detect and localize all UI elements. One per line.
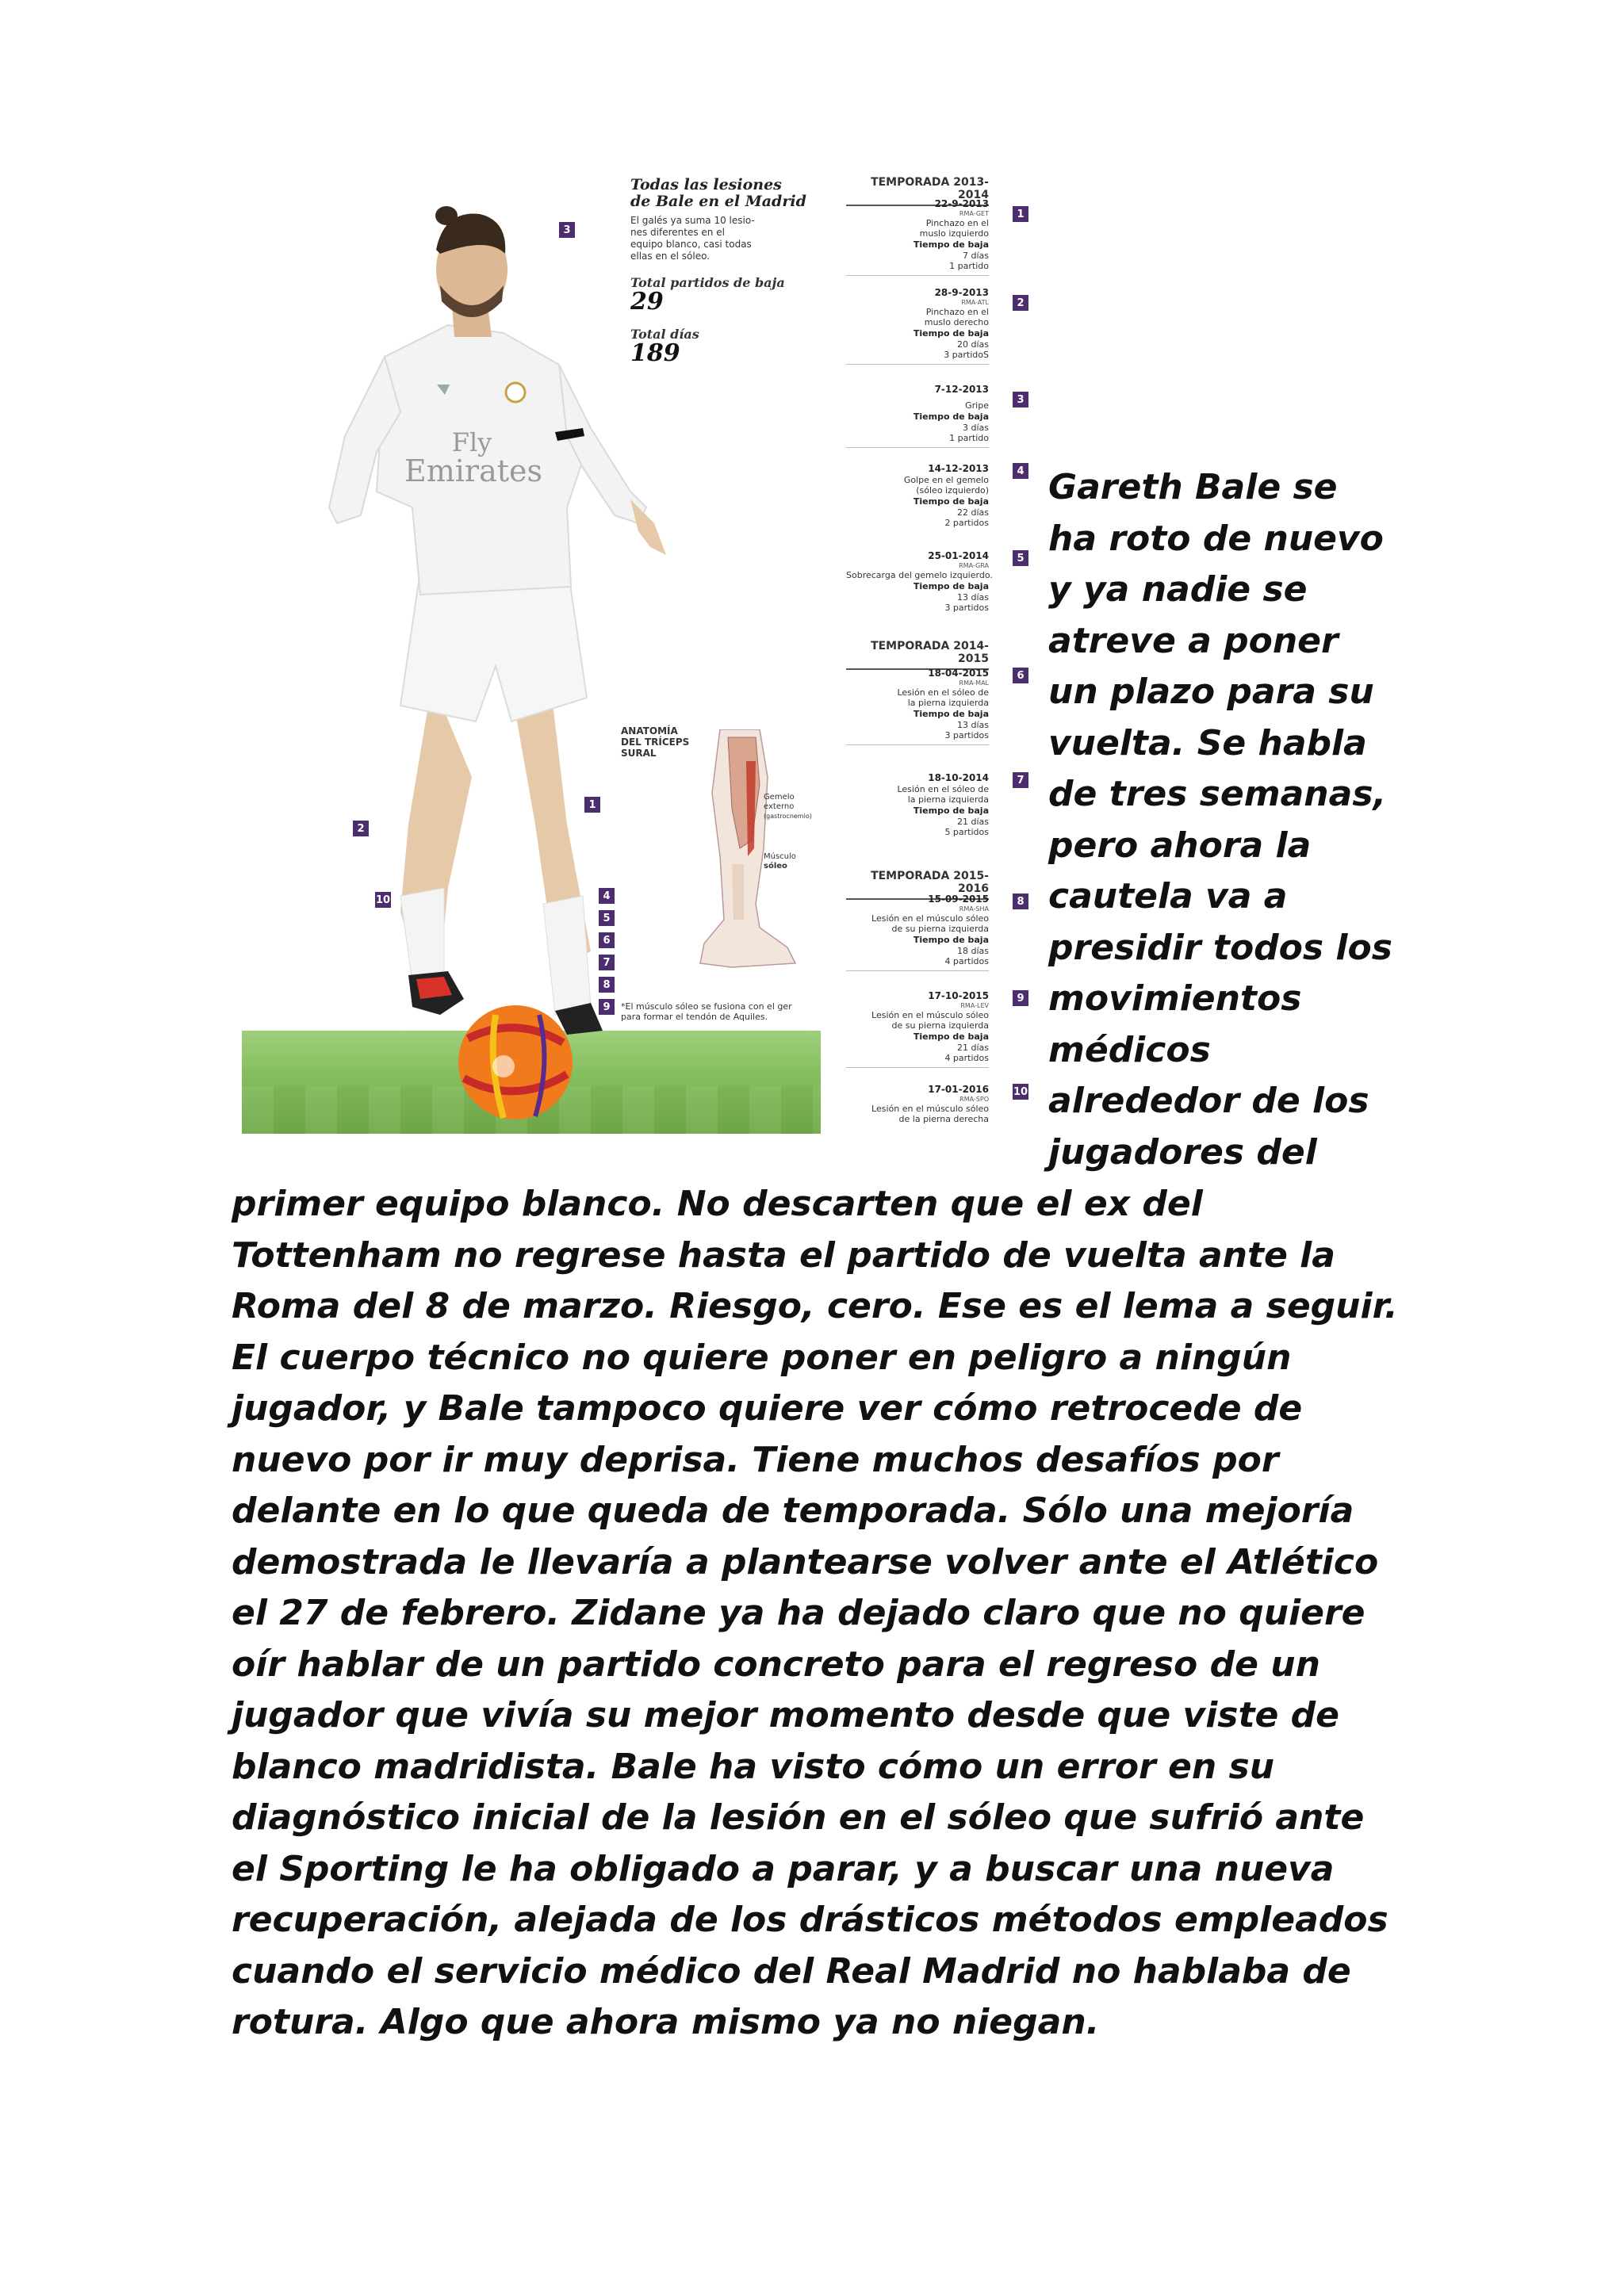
injury-matches: 3 partidoS (944, 350, 989, 360)
injury-date: 17-01-2016 (928, 1084, 989, 1095)
anatomy-title-line-1: ANATOMÍA (621, 725, 678, 737)
injury-date: 25-01-2014 (928, 550, 989, 561)
footnote-line-1: *El músculo sóleo se fusiona con el ger (621, 1001, 792, 1012)
injury-days: 18 días (956, 946, 989, 956)
injury-timeline (846, 176, 1035, 1134)
photo-tag-2: 2 (353, 821, 369, 836)
side-line-6: vuelta. Se habla (1048, 722, 1367, 763)
photo-tag-10: 10 (375, 892, 391, 908)
injury-match: RMA-GET (959, 210, 989, 217)
injury-entry-4 (846, 463, 1025, 528)
injury-days: 22 días (956, 507, 989, 518)
main-line-2: Tottenham no regrese hasta el partido de vuelta ante la (232, 1234, 1335, 1276)
injury-desc-line-1: Lesión en el sóleo de (897, 687, 989, 698)
injury-date: 28-9-2013 (934, 287, 989, 298)
anatomy-diagram (621, 725, 859, 979)
injury-matches: 1 partido (949, 433, 989, 443)
anatomy-title-line-2: DEL TRÍCEPS (621, 737, 690, 748)
title-line-2: de Bale en el Madrid (630, 193, 806, 210)
photo-tag-6: 6 (599, 932, 615, 948)
footnote-line-2: para formar el tendón de Aquiles. (621, 1012, 768, 1022)
injury-desc-line-1: Lesión en el músculo sóleo (871, 913, 989, 924)
total-days-label: Total días (630, 327, 699, 342)
main-line-14: el Sporting le ha obligado a parar, y a buscar una nueva (232, 1848, 1335, 1889)
photo-tag-4: 4 (599, 888, 615, 904)
main-line-8: demostrada le llevaría a plantearse volver ante el Atlético (232, 1541, 1379, 1582)
sponsor-line-2: Emirates (404, 453, 543, 488)
title-line-1: Todas las lesiones (630, 176, 782, 193)
injury-days: 3 días (962, 423, 989, 433)
injury-number-tag: 4 (1013, 463, 1028, 479)
injury-days: 13 días (956, 720, 989, 730)
injury-days: 7 días (962, 251, 989, 261)
injury-number-tag: 5 (1013, 550, 1028, 566)
infographic-description (630, 215, 821, 262)
main-line-1: primer equipo blanco. No descarten que el ex del (232, 1184, 1203, 1224)
injury-desc-line-2: de la pierna derecha (898, 1114, 989, 1124)
entry-divider (846, 1067, 989, 1068)
injury-time-label: Tiempo de baja (913, 496, 989, 507)
injury-desc-line-2: muslo derecho (924, 317, 989, 327)
entry-divider (846, 447, 989, 448)
main-line-16: cuando el servicio médico del Real Madrid no hablaba de (232, 1950, 1351, 1992)
photo-tag-1: 1 (584, 797, 600, 813)
injury-match: RMA-SPO (959, 1096, 989, 1103)
injury-desc-line-2: la pierna izquierda (907, 698, 989, 708)
injury-match: RMA-LEV (960, 1002, 989, 1009)
injury-number-tag: 10 (1013, 1084, 1028, 1100)
soleus-label (764, 852, 796, 871)
soleus-line-2: sóleo (764, 862, 787, 871)
anatomy-title-line-3: SURAL (621, 748, 657, 759)
side-line-12: médicos (1048, 1029, 1211, 1070)
article-side-column (1048, 462, 1397, 1178)
injury-entry-1 (846, 198, 1025, 276)
injury-days: 13 días (956, 592, 989, 603)
photo-tag-5: 5 (599, 910, 615, 926)
injury-summary (630, 177, 821, 365)
entry-divider (846, 364, 989, 365)
sponsor-line-1: Fly (451, 427, 492, 457)
injury-date: 15-09-2015 (928, 894, 989, 905)
injury-entry-3 (846, 384, 1025, 448)
injury-desc-line-2: de su pierna izquierda (891, 1020, 989, 1031)
shirt-sponsor (404, 427, 543, 488)
injury-entry-7 (846, 772, 1025, 837)
injury-match: RMA-MAL (959, 679, 989, 687)
injury-desc-line-2: muslo izquierdo (919, 228, 989, 239)
injury-entry-5 (846, 550, 1025, 613)
total-matches-label: Total partidos de baja (630, 275, 785, 290)
photo-tag-3: 3 (559, 222, 575, 238)
injury-desc-line-1: Pinchazo en el (925, 218, 989, 228)
side-line-14: jugadores del (1048, 1131, 1317, 1173)
injury-entry-9 (846, 990, 1025, 1068)
main-line-4: El cuerpo técnico no quiere poner en peligro a ningún (232, 1337, 1292, 1378)
injury-days: 21 días (956, 817, 989, 827)
season-heading-2015-2016: TEMPORADA 2015-2016 (846, 870, 989, 900)
main-line-9: el 27 de febrero. Zidane ya ha dejado claro que no quiere (232, 1593, 1365, 1633)
anatomy-title (621, 725, 689, 759)
injury-entry-2 (846, 287, 1025, 365)
injury-time-label: Tiempo de baja (913, 806, 989, 816)
injury-number-tag: 8 (1013, 894, 1028, 909)
main-line-5: jugador, y Bale tampoco quiere ver cómo retrocede de (232, 1388, 1303, 1429)
photo-tag-9: 9 (599, 999, 615, 1015)
main-line-15: recuperación, alejada de los drásticos métodos empleados (232, 1900, 1388, 1940)
side-line-11: movimientos (1048, 978, 1302, 1019)
side-line-9: cautela va a (1048, 876, 1288, 916)
entry-divider (846, 275, 989, 276)
injury-matches: 2 partidos (944, 518, 989, 528)
main-line-7: delante en lo que queda de temporada. Sólo una mejoría (232, 1490, 1354, 1531)
injury-desc-line-1: Lesión en el músculo sóleo (871, 1010, 989, 1020)
injury-number-tag: 1 (1013, 206, 1028, 222)
soleus-line-1: Músculo (764, 852, 796, 861)
injury-date: 22-9-2013 (934, 198, 989, 209)
main-line-12: blanco madridista. Bale ha visto cómo un error en su (232, 1746, 1275, 1787)
description-line-3: equipo blanco, casi todas (630, 239, 752, 250)
injury-desc-line-1: Sobrecarga del gemelo izquierdo. (846, 570, 993, 580)
main-line-13: diagnóstico inicial de la lesión en el sóleo que sufrió ante (232, 1797, 1365, 1838)
photo-tag-8: 8 (599, 977, 615, 993)
injury-days: 21 días (956, 1043, 989, 1053)
anatomy-footnote (621, 1001, 819, 1022)
injury-infographic (242, 174, 1035, 1134)
injury-desc-line-2: la pierna izquierda (907, 794, 989, 805)
injury-date: 7-12-2013 (934, 384, 989, 395)
description-line-2: nes diferentes en el (630, 227, 725, 238)
main-line-10: oír hablar de un partido concreto para el regreso de un (232, 1644, 1320, 1685)
injury-entry-10 (846, 1084, 1028, 1124)
gastrocnemius-line-1: Gemelo (764, 793, 795, 802)
main-line-3: Roma del 8 de marzo. Riesgo, cero. Ese es el lema a seguir. (232, 1286, 1398, 1326)
photo-tag-7: 7 (599, 955, 615, 970)
injury-number-tag: 7 (1013, 772, 1028, 788)
injury-matches: 5 partidos (944, 827, 989, 837)
gastrocnemius-label (764, 793, 812, 821)
injury-number-tag: 9 (1013, 990, 1028, 1006)
injury-time-label: Tiempo de baja (913, 411, 989, 422)
injury-desc-line-2: de su pierna izquierda (891, 924, 989, 934)
total-matches-value: 29 (630, 288, 664, 316)
injury-time-label: Tiempo de baja (913, 1031, 989, 1042)
injury-matches: 4 partidos (944, 1053, 989, 1063)
description-line-1: El galés ya suma 10 lesio- (630, 215, 755, 226)
side-line-13: alrededor de los (1048, 1081, 1369, 1121)
injury-number-tag: 2 (1013, 295, 1028, 311)
injury-number-tag: 6 (1013, 668, 1028, 683)
main-line-11: jugador que vivía su mejor momento desde que viste de (232, 1695, 1340, 1735)
injury-number-tag: 3 (1013, 392, 1028, 408)
injury-desc-line-1: Pinchazo en el (925, 307, 989, 317)
injury-date: 18-04-2015 (928, 668, 989, 679)
main-line-6: nuevo por ir muy deprisa. Tiene muchos desafíos por (232, 1439, 1279, 1480)
description-line-4: ellas en el sóleo. (630, 251, 710, 262)
injury-match: RMA-GRA (959, 562, 989, 569)
season-heading-2014-2015: TEMPORADA 2014-2015 (846, 640, 989, 670)
gastrocnemius-line-3: (gastrocnemio) (764, 813, 812, 820)
infographic-title (630, 177, 821, 210)
injury-desc-line-1: Lesión en el sóleo de (897, 784, 989, 794)
article-main-paragraph (232, 1179, 1405, 2049)
injury-desc-line-2: (sóleo izquierdo) (916, 485, 989, 496)
injury-time-label: Tiempo de baja (913, 581, 989, 591)
side-line-10: presidir todos los (1048, 927, 1392, 968)
side-line-5: un plazo para su (1048, 672, 1374, 712)
entry-divider (846, 970, 989, 971)
injury-time-label: Tiempo de baja (913, 709, 989, 719)
injury-match: RMA-SHA (959, 905, 989, 913)
side-line-8: pero ahora la (1048, 825, 1312, 866)
total-days-value: 189 (630, 339, 680, 367)
entry-divider (846, 744, 989, 745)
side-line-3: y ya nadie se (1048, 569, 1308, 610)
injury-desc-line-1: Golpe en el gemelo (903, 475, 989, 485)
injury-match: RMA-ATL (961, 299, 989, 306)
injury-entry-6 (846, 668, 1025, 745)
side-line-7: de tres semanas, (1048, 774, 1387, 814)
injury-matches: 3 partidos (944, 603, 989, 613)
injury-time-label: Tiempo de baja (913, 239, 989, 250)
injury-date: 17-10-2015 (928, 990, 989, 1001)
injury-matches: 4 partidos (944, 956, 989, 966)
injury-matches: 3 partidos (944, 730, 989, 740)
side-line-1: Gareth Bale se (1048, 467, 1338, 507)
injury-days: 20 días (956, 339, 989, 350)
injury-time-label: Tiempo de baja (913, 328, 989, 339)
side-line-2: ha roto de nuevo (1048, 518, 1384, 559)
injury-desc-line-1: Lesión en el músculo sóleo (871, 1104, 989, 1114)
injury-entry-8 (846, 894, 1025, 971)
injury-desc-line-1: Gripe (965, 400, 989, 411)
main-line-17: rotura. Algo que ahora mismo ya no niegan. (232, 2002, 1100, 2042)
side-line-4: atreve a poner (1048, 620, 1339, 661)
injury-date: 18-10-2014 (928, 772, 989, 783)
season-heading-2013-2014: TEMPORADA 2013-2014 (846, 176, 989, 206)
gastrocnemius-line-2: externo (764, 802, 795, 811)
injury-matches: 1 partido (949, 261, 989, 271)
injury-time-label: Tiempo de baja (913, 935, 989, 945)
injury-date: 14-12-2013 (928, 463, 989, 474)
